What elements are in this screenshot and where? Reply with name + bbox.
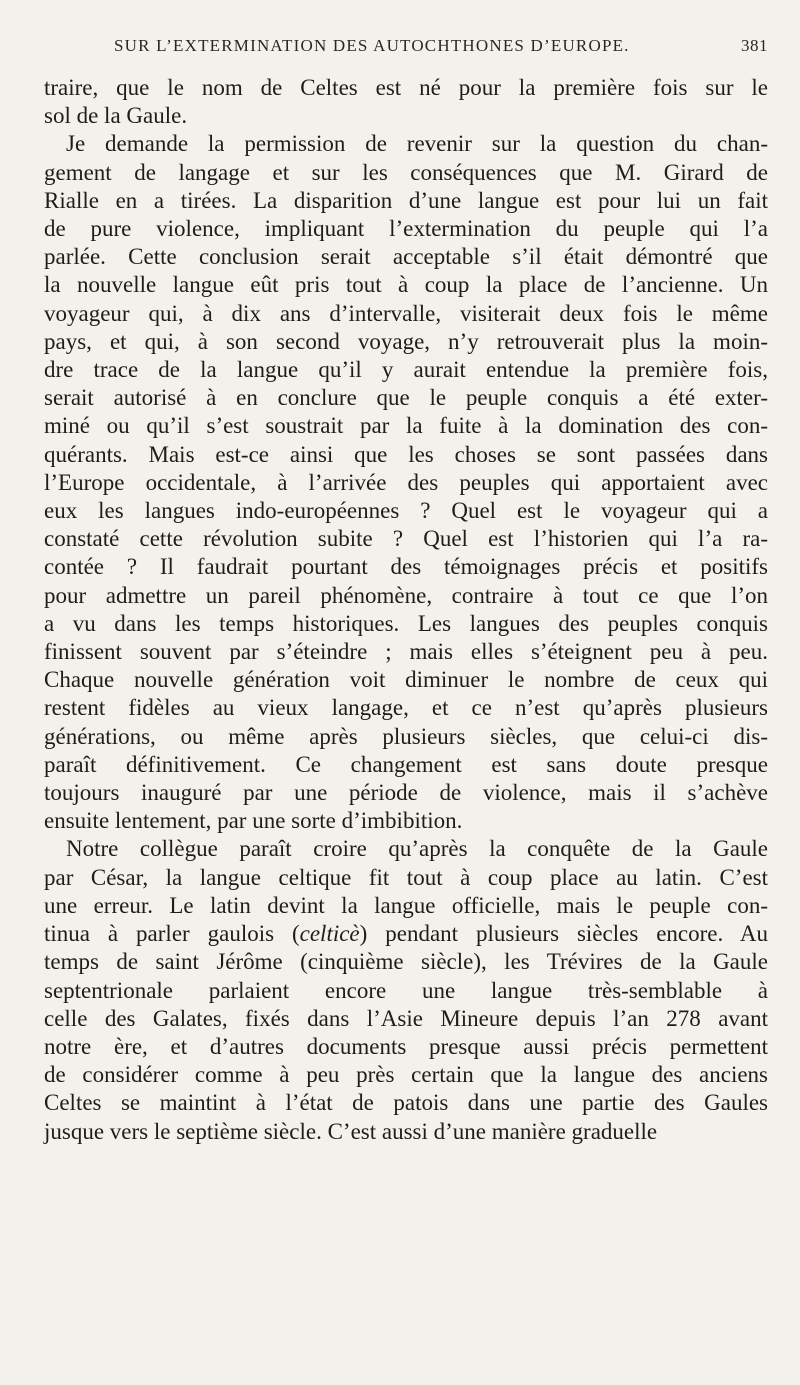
text-line: jusque vers le septième siècle. C’est aussi d’une manière graduelle bbox=[44, 1118, 658, 1144]
text-line: notre ère, et d’autres documents presque aussi précis permettent bbox=[44, 1033, 768, 1059]
paragraph-3 bbox=[44, 835, 768, 1145]
text-line: a vu dans les temps historiques. Les langues des peuples conquis bbox=[44, 610, 768, 636]
text-line: Notre collègue paraît croire qu’après la conquête de la Gaule bbox=[66, 836, 768, 862]
text-line: l’Europe occidentale, à l’arrivée des peuples qui apportaient avec bbox=[44, 469, 768, 495]
text-line: une erreur. Le latin devint la langue officielle, mais le peuple con- bbox=[44, 892, 768, 918]
text-line: dre trace de la langue qu’il y aurait entendue la première fois, bbox=[44, 357, 768, 383]
text-line: sol de la Gaule. bbox=[44, 103, 188, 129]
text-line: miné ou qu’il s’est soustrait par la fuite à la domination des con- bbox=[44, 413, 768, 439]
text-line: contée ? Il faudrait pourtant des témoignages précis et positifs bbox=[44, 554, 768, 580]
italic-term: celticè bbox=[299, 921, 360, 947]
text-line: la nouvelle langue eût pris tout à coup la place de l’ancienne. Un bbox=[44, 272, 768, 298]
text-line: pays, et qui, à son second voyage, n’y retrouverait plus la moin- bbox=[44, 328, 768, 354]
text-line: celle des Galates, fixés dans l’Asie Mineure depuis l’an 278 avant bbox=[44, 1005, 768, 1031]
page-number: 381 bbox=[741, 36, 768, 55]
running-head bbox=[44, 30, 768, 66]
text-line: ensuite lentement, par une sorte d’imbibition. bbox=[44, 808, 463, 834]
text-line: finissent souvent par s’éteindre ; mais elles s’éteignent peu à peu. bbox=[44, 639, 768, 665]
text-line: septentrionale parlaient encore une langue très-semblable à bbox=[44, 977, 768, 1003]
text-line: toujours inauguré par une période de violence, mais il s’achève bbox=[44, 780, 768, 806]
text-line: de pure violence, impliquant l’extermination du peuple qui l’a bbox=[44, 216, 768, 242]
text-line: Celtes se maintint à l’état de patois dans une partie des Gaules bbox=[44, 1090, 768, 1116]
text-line: parlée. Cette conclusion serait acceptable s’il était démontré que bbox=[44, 244, 768, 270]
text-line: gement de langage et sur les conséquences que M. Girard de bbox=[44, 159, 768, 185]
text-line: Je demande la permission de revenir sur la question du chan- bbox=[66, 131, 768, 157]
text-line: temps de saint Jérôme (cinquième siècle), les Trévires de la Gaule bbox=[44, 949, 768, 975]
paragraph-2 bbox=[44, 130, 768, 835]
text-line: paraît définitivement. Ce changement est sans doute presque bbox=[44, 751, 768, 777]
text-line: de considérer comme à peu près certain que la langue des anciens bbox=[44, 1062, 768, 1088]
text-line: eux les langues indo-européennes ? Quel est le voyageur qui a bbox=[44, 498, 768, 524]
text-line: voyageur qui, à dix ans d’intervalle, visiterait deux fois le même bbox=[44, 300, 768, 326]
text-line: traire, que le nom de Celtes est né pour la première fois sur le bbox=[44, 75, 768, 100]
body-text bbox=[44, 74, 768, 1146]
text-line: Rialle en a tirées. La disparition d’une langue est pour lui un fait bbox=[44, 187, 768, 213]
text-line: quérants. Mais est-ce ainsi que les choses se sont passées dans bbox=[44, 441, 768, 467]
running-title: SUR L’EXTERMINATION DES AUTOCHTHONES D’EUROPE. bbox=[114, 36, 630, 55]
text-line: par César, la langue celtique fit tout à coup place au latin. C’est bbox=[44, 864, 768, 890]
text-line: serait autorisé à en conclure que le peuple conquis a été exter- bbox=[44, 385, 768, 411]
text-line: constaté cette révolution subite ? Quel est l’historien qui l’a ra- bbox=[44, 526, 768, 552]
text-line: pour admettre un pareil phénomène, contraire à tout ce que l’on bbox=[44, 582, 768, 608]
text-line: Chaque nouvelle génération voit diminuer le nombre de ceux qui bbox=[44, 667, 768, 693]
text-line: restent fidèles au vieux langage, et ce n’est qu’après plusieurs bbox=[44, 695, 768, 721]
text-line: générations, ou même après plusieurs siècles, que celui-ci dis- bbox=[44, 723, 768, 749]
text-line: tinua à parler gaulois (celticè) pendant plusieurs siècles encore. Au bbox=[44, 921, 768, 947]
paragraph-1 bbox=[44, 74, 768, 130]
